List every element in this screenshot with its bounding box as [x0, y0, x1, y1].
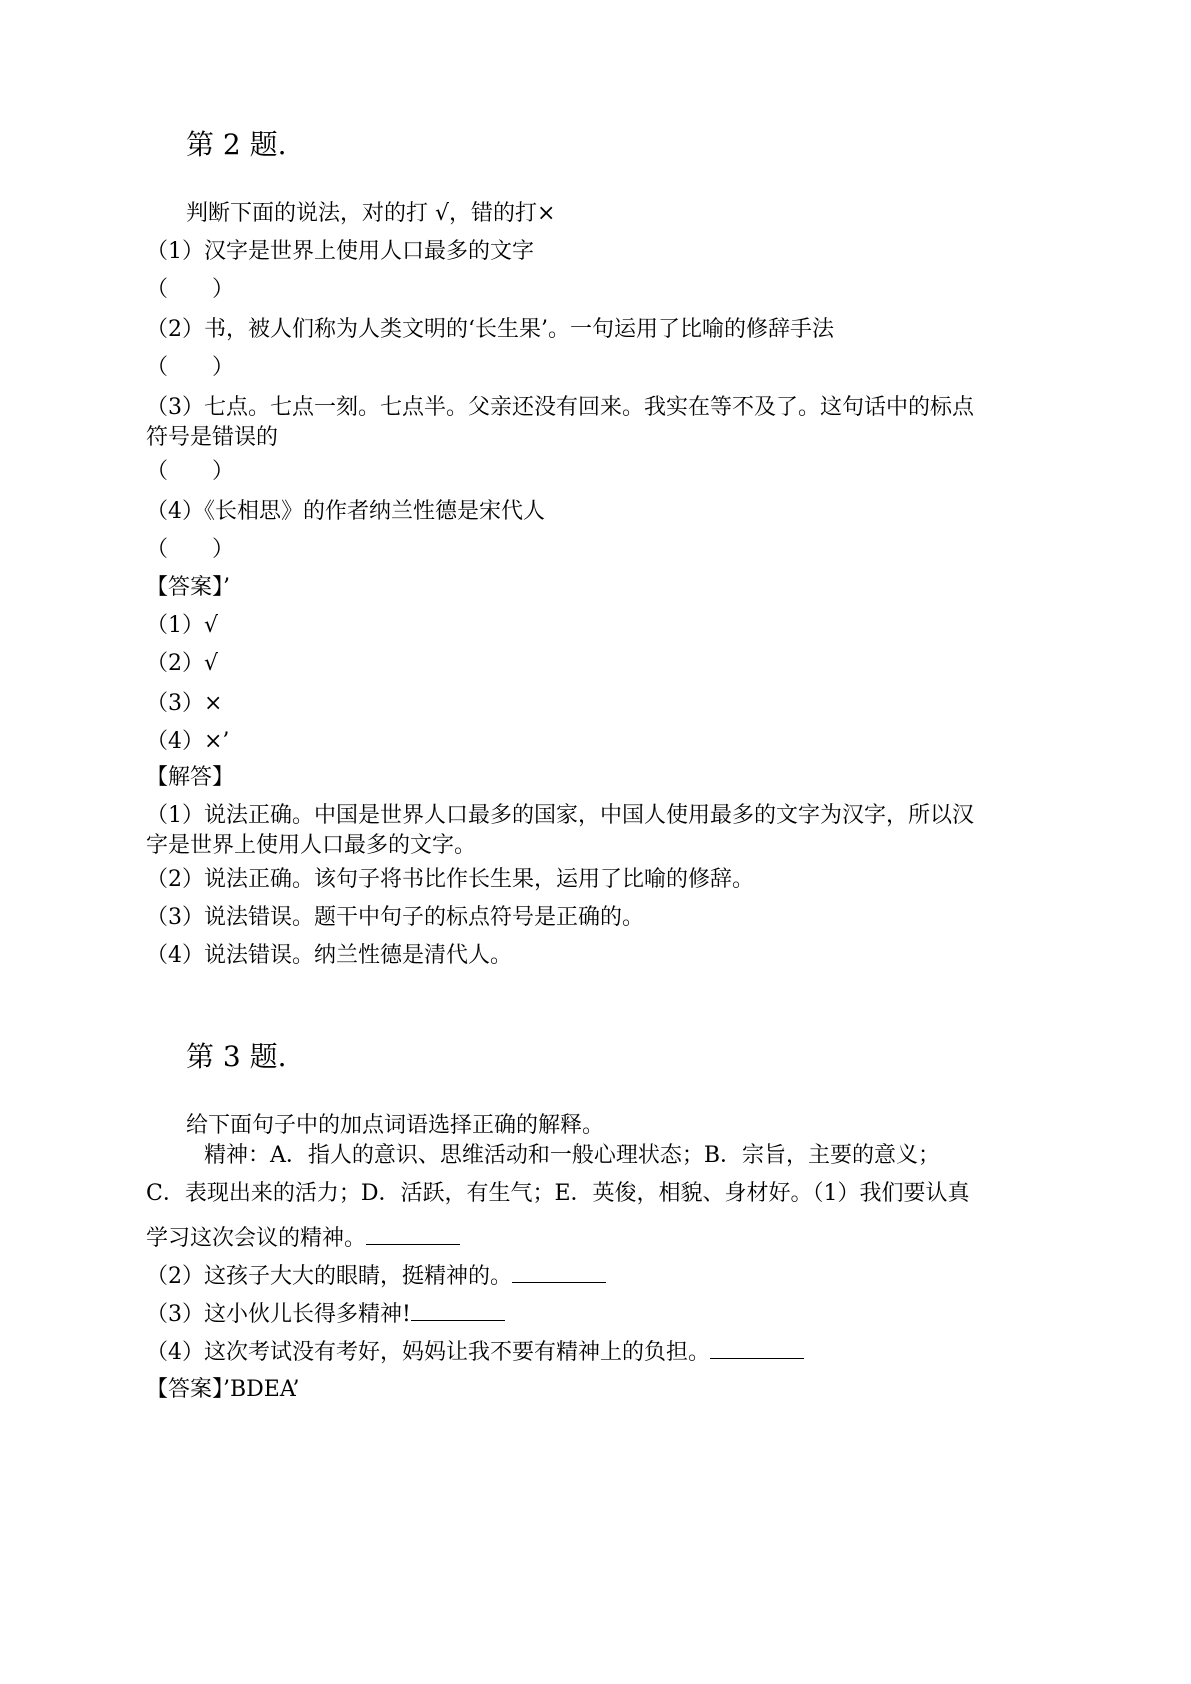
question-3-item-2 — [146, 1262, 606, 1291]
explanation-1: （1）说法正确。中国是世界人口最多的国家，中国人使用最多的文字为汉字，所以汉 — [146, 803, 974, 828]
answer-parentheses-1: （ ） — [146, 277, 235, 302]
question-3-heading: 第 3 题. — [186, 1040, 287, 1073]
answer-1: （1）√ — [146, 613, 219, 638]
question-2-heading: 第 2 题. — [186, 128, 287, 161]
answer-4: （4）×’ — [146, 729, 230, 754]
answer-blank-2[interactable] — [512, 1262, 606, 1283]
answer-parentheses-2: （ ） — [146, 355, 235, 380]
question-3-item-1 — [146, 1224, 460, 1253]
question-2-prompt: 判断下面的说法，对的打 √，错的打× — [186, 201, 556, 226]
explanation-4: （4）说法错误。纳兰性德是清代人。 — [146, 943, 512, 968]
question-3-item-3-text: （3）这小伙儿长得多精神! — [146, 1302, 411, 1327]
answer-parentheses-4: （ ） — [146, 537, 235, 562]
question-2-item-3-cont: 符号是错误的 — [146, 425, 279, 450]
explanation-1-cont: 字是世界上使用人口最多的文字。 — [146, 833, 477, 858]
answer-blank-4[interactable] — [710, 1338, 804, 1359]
definition-line-1: 精神：A．指人的意识、思维活动和一般心理状态；B．宗旨，主要的意义； — [204, 1143, 941, 1168]
question-3-item-2-text: （2）这孩子大大的眼睛，挺精神的。 — [146, 1264, 512, 1289]
answer-3: （3）× — [146, 691, 223, 716]
definition-line-2: C．表现出来的活力；D．活跃，有生气；E．英俊，相貌、身材好。（1）我们要认真 — [146, 1181, 970, 1206]
explanation-3: （3）说法错误。题干中句子的标点符号是正确的。 — [146, 905, 644, 930]
answer-2: （2）√ — [146, 651, 219, 676]
question-2-item-3: （3）七点。七点一刻。七点半。父亲还没有回来。我实在等不及了。这句话中的标点 — [146, 395, 974, 420]
answer-blank-1[interactable] — [366, 1224, 460, 1245]
explanation-label: 【解答】 — [146, 765, 235, 790]
answer-blank-3[interactable] — [411, 1300, 505, 1321]
explanation-2: （2）说法正确。该句子将书比作长生果，运用了比喻的修辞。 — [146, 867, 754, 892]
question-2-item-2: （2）书，被人们称为人类文明的‘长生果’。一句运用了比喻的修辞手法 — [146, 317, 834, 342]
question-3-item-3 — [146, 1300, 505, 1329]
question-3-prompt: 给下面句子中的加点词语选择正确的解释。 — [186, 1113, 605, 1138]
question-2-item-1: （1）汉字是世界上使用人口最多的文字 — [146, 239, 534, 264]
answer-label: 【答案】’ — [146, 575, 230, 600]
question-3-item-1-text: 学习这次会议的精神。 — [146, 1226, 367, 1251]
question-3-item-4-text: （4）这次考试没有考好，妈妈让我不要有精神上的负担。 — [146, 1340, 710, 1365]
question-3-item-4 — [146, 1338, 804, 1367]
question-3-answer: 【答案】’BDEA’ — [146, 1377, 300, 1402]
answer-parentheses-3: （ ） — [146, 459, 235, 484]
question-2-item-4: （4）《长相思》的作者纳兰性德是宋代人 — [146, 499, 545, 524]
